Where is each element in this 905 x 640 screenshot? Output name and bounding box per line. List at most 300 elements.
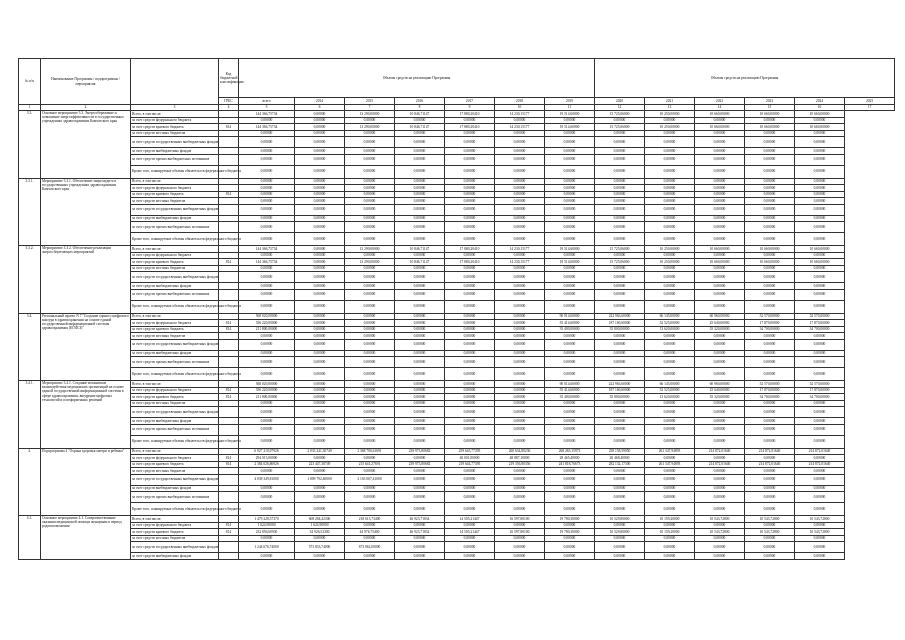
amount-cell: 219 356,80356 — [495, 461, 545, 468]
amount-cell: 0,00000 — [595, 407, 645, 418]
amount-cell: 0,00000 — [645, 333, 695, 340]
amount-cell: 0,00000 — [595, 178, 645, 185]
amount-cell: 0,00000 — [395, 222, 445, 233]
funding-source: за счет средств федерального бюджета — [131, 117, 219, 124]
item-name: Основное мероприятие 4.1. Совершенствование оказания медицинской помощи женщинам в период родовспоможения — [41, 516, 131, 560]
amount-cell: 19 514,60000 — [545, 124, 595, 131]
amount-cell: 0,00000 — [395, 333, 445, 340]
amount-cell: 144 366,75734 — [239, 111, 295, 118]
amount-cell: 218 613,73400 — [345, 516, 395, 523]
amount-cell: 0,00000 — [445, 424, 495, 435]
amount-cell: 52 570,00000 — [795, 381, 845, 388]
table-row — [19, 474, 895, 485]
column-number: 16 — [795, 105, 845, 111]
amount-cell: 0,00000 — [795, 289, 845, 300]
amount-cell: 0,00000 — [745, 485, 795, 492]
item-name: Подпрограмма 4 "Охрана здоровья матери и ребенка" — [41, 448, 131, 516]
amount-cell: 66 145,00000 — [645, 313, 695, 320]
amount-cell: 0,00000 — [345, 233, 395, 246]
funding-source: за счет средств краевого бюджета — [131, 394, 219, 401]
amount-cell: 0,00000 — [745, 553, 795, 560]
amount-cell: 0,00000 — [239, 333, 295, 340]
amount-cell: 0,00000 — [239, 117, 295, 124]
amount-cell: 0,00000 — [745, 435, 795, 448]
amount-cell: 15 725,06000 — [595, 124, 645, 131]
amount-cell: 15 725,06000 — [595, 246, 645, 253]
header-year: 2017 — [445, 98, 495, 105]
amount-cell: 0,00000 — [295, 178, 345, 185]
amount-cell: 16 597,80100 — [495, 529, 545, 536]
amount-cell: 0,00000 — [545, 148, 595, 155]
amount-cell: 0,00000 — [695, 553, 745, 560]
funding-source: за счет средств внебюджетных фондов — [131, 148, 219, 155]
grbs-code: 814 — [219, 259, 239, 266]
amount-cell: 0,00000 — [745, 198, 795, 205]
header-year: 2023 — [745, 98, 795, 105]
header-year: 2019 — [545, 98, 595, 105]
amount-cell: 0,00000 — [695, 178, 745, 185]
amount-cell: 0,00000 — [239, 350, 295, 357]
grbs-code: 814 — [219, 124, 239, 131]
amount-cell: 0,00000 — [695, 485, 745, 492]
amount-cell: 239 973,80682 — [395, 448, 445, 455]
amount-cell: 0,00000 — [395, 191, 445, 198]
amount-cell: 0,00000 — [295, 117, 345, 124]
funding-source: Кроме того, планируемые объемы обязательств федерального бюджета — [131, 368, 219, 381]
amount-cell: 0,00000 — [795, 492, 845, 503]
funding-source: за счет средств внебюджетных фондов — [131, 553, 219, 560]
amount-cell: 0,00000 — [345, 400, 395, 407]
amount-cell: 0,00000 — [495, 424, 545, 435]
amount-cell: 0,00000 — [445, 137, 495, 148]
amount-cell: 0,00000 — [545, 535, 595, 542]
amount-cell: 0,00000 — [595, 154, 645, 165]
amount-cell: 214 872,01640 — [695, 461, 745, 468]
amount-cell: 0,00000 — [745, 204, 795, 215]
amount-cell: 0,00000 — [395, 381, 445, 388]
amount-cell: 1 624,90000 — [295, 522, 345, 529]
grbs-code: 814 — [219, 455, 239, 462]
grbs-code — [219, 339, 239, 350]
amount-cell: 0,00000 — [745, 222, 795, 233]
amount-cell: 0,00000 — [395, 289, 445, 300]
amount-cell: 0,00000 — [645, 535, 695, 542]
funding-source: за счет средств краевого бюджета — [131, 326, 219, 333]
amount-cell: 0,00000 — [745, 165, 795, 178]
item-number: 3.3. — [19, 111, 41, 179]
amount-cell: 0,00000 — [445, 333, 495, 340]
column-number: 1 — [19, 105, 41, 111]
amount-cell: 0,00000 — [495, 191, 545, 198]
amount-cell: 0,00000 — [495, 154, 545, 165]
amount-cell: 222 963,60000 — [595, 313, 645, 320]
amount-cell: 0,00000 — [295, 222, 345, 233]
funding-source: Всего, в том числе: — [131, 178, 219, 185]
table-row — [19, 368, 895, 381]
item-number: 3.3.1. — [19, 178, 41, 246]
amount-cell: 0,00000 — [295, 407, 345, 418]
amount-cell: 19 514,60000 — [545, 259, 595, 266]
amount-cell: 0,00000 — [345, 154, 395, 165]
funding-source: за счет средств местных бюджетов — [131, 535, 219, 542]
amount-cell: 0,00000 — [395, 265, 445, 272]
amount-cell: 0,00000 — [295, 418, 345, 425]
amount-cell: 0,00000 — [445, 289, 495, 300]
amount-cell: 0,00000 — [345, 381, 395, 388]
amount-cell: 0,00000 — [645, 522, 695, 529]
amount-cell: 0,00000 — [695, 474, 745, 485]
amount-cell: 0,00000 — [495, 148, 545, 155]
item-number: 3.4.1. — [19, 381, 41, 449]
amount-cell: 0,00000 — [445, 418, 495, 425]
amount-cell: 34 700,00000 — [745, 394, 795, 401]
amount-cell: 0,00000 — [645, 130, 695, 137]
amount-cell: 0,00000 — [745, 407, 795, 418]
amount-cell: 0,00000 — [695, 265, 745, 272]
amount-cell: 0,00000 — [445, 154, 495, 165]
table-row — [19, 424, 895, 435]
amount-cell: 0,00000 — [595, 535, 645, 542]
amount-cell: 0,00000 — [545, 339, 595, 350]
amount-cell: 0,00000 — [495, 357, 545, 368]
amount-cell: 66 145,00000 — [645, 381, 695, 388]
funding-source: за счет средств прочих внебюджетных источников — [131, 289, 219, 300]
amount-cell: 10 529,80000 — [595, 529, 645, 536]
amount-cell: 0,00000 — [239, 233, 295, 246]
amount-cell: 10 543,72800 — [795, 516, 845, 523]
amount-cell: 0,00000 — [395, 400, 445, 407]
amount-cell: 0,00000 — [645, 283, 695, 290]
amount-cell: 0,00000 — [345, 185, 395, 192]
amount-cell: 0,00000 — [745, 542, 795, 553]
funding-source: за счет средств краевого бюджета — [131, 529, 219, 536]
amount-cell: 0,00000 — [645, 165, 695, 178]
amount-cell: 0,00000 — [445, 350, 495, 357]
amount-cell: 0,00000 — [345, 368, 395, 381]
item-name: Мероприятие 3.4.1. Создание механизмов взаимодействия медицинских организаций на основе единой государственной информационной системы в сфере здравоохранения, внедрение цифровых технологий и платформенных решений — [41, 381, 131, 449]
amount-cell: 52 525,00000 — [645, 320, 695, 327]
amount-cell: 0,00000 — [795, 503, 845, 516]
amount-cell: 0,00000 — [695, 215, 745, 222]
amount-cell: 0,00000 — [495, 252, 545, 259]
amount-cell: 10 660,00000 — [695, 124, 745, 131]
amount-cell: 17 880,20410 — [445, 259, 495, 266]
amount-cell: 0,00000 — [545, 522, 595, 529]
amount-cell: 60 960,00000 — [695, 381, 745, 388]
amount-cell: 0,00000 — [295, 252, 345, 259]
amount-cell: 0,00000 — [445, 435, 495, 448]
amount-cell: 10 660,00000 — [745, 246, 795, 253]
amount-cell: 0,00000 — [645, 339, 695, 350]
amount-cell: 17 880,20410 — [445, 246, 495, 253]
amount-cell: 0,00000 — [595, 492, 645, 503]
amount-cell: 0,00000 — [395, 468, 445, 475]
amount-cell: 219 644,77395 — [445, 461, 495, 468]
amount-cell: 52 570,00000 — [795, 313, 845, 320]
funding-source: за счет средств федерального бюджета — [131, 320, 219, 327]
amount-cell: 0,00000 — [795, 400, 845, 407]
grbs-code: 814 — [219, 394, 239, 401]
column-number: 7 — [345, 105, 395, 111]
amount-cell: 0,00000 — [545, 492, 595, 503]
amount-cell: 214 872,01640 — [745, 448, 795, 455]
funding-source: за счет средств федерального бюджета — [131, 455, 219, 462]
funding-source: за счет средств прочих внебюджетных источников — [131, 154, 219, 165]
amount-cell: 55 414,60000 — [545, 387, 595, 394]
amount-cell: 0,00000 — [239, 204, 295, 215]
amount-cell: 0,00000 — [795, 154, 845, 165]
amount-cell: 0,00000 — [295, 400, 345, 407]
amount-cell: 28 465,40000 — [545, 455, 595, 462]
amount-cell: 0,00000 — [445, 535, 495, 542]
amount-cell: 4 038 349,81000 — [239, 474, 295, 485]
grbs-code — [219, 553, 239, 560]
header-volume-left: Объемы средств на реализацию Программы — [239, 59, 595, 98]
amount-cell: 0,00000 — [345, 339, 395, 350]
amount-cell: 48 887,10000 — [495, 455, 545, 462]
amount-cell: 0,00000 — [595, 191, 645, 198]
amount-cell: 19 514,60000 — [545, 111, 595, 118]
amount-cell: 0,00000 — [595, 185, 645, 192]
amount-cell: 0,00000 — [595, 137, 645, 148]
amount-cell: 0,00000 — [395, 407, 445, 418]
amount-cell: 144 366,75734 — [239, 259, 295, 266]
amount-cell: 0,00000 — [495, 130, 545, 137]
amount-cell: 19 514,60000 — [545, 246, 595, 253]
amount-cell: 0,00000 — [345, 387, 395, 394]
amount-cell: 0,00000 — [795, 148, 845, 155]
amount-cell: 0,00000 — [745, 233, 795, 246]
amount-cell: 0,00000 — [445, 222, 495, 233]
amount-cell: 0,00000 — [595, 165, 645, 178]
funding-source: Всего, в том числе: — [131, 313, 219, 320]
amount-cell: 0,00000 — [239, 424, 295, 435]
amount-cell: 0,00000 — [545, 154, 595, 165]
amount-cell: 0,00000 — [745, 289, 795, 300]
amount-cell: 0,00000 — [445, 492, 495, 503]
amount-cell: 0,00000 — [545, 272, 595, 283]
grbs-code: 814 — [219, 191, 239, 198]
amount-cell: 0,00000 — [395, 178, 445, 185]
amount-cell: 15 725,06000 — [595, 259, 645, 266]
amount-cell: 0,00000 — [345, 535, 395, 542]
amount-cell: 0,00000 — [695, 185, 745, 192]
grbs-code: 814 — [219, 529, 239, 536]
amount-cell: 0,00000 — [745, 368, 795, 381]
amount-cell: 10 543,72800 — [695, 529, 745, 536]
amount-cell: 0,00000 — [345, 117, 395, 124]
item-name: Мероприятие 3.3.2. Обеспечение реализации энергосберегающих мероприятий — [41, 246, 131, 314]
amount-cell: 0,00000 — [595, 350, 645, 357]
amount-cell: 568 020,00000 — [239, 381, 295, 388]
grbs-code: 814 — [219, 522, 239, 529]
amount-cell: 17 870,00000 — [795, 387, 845, 394]
amount-cell: 17 870,00000 — [745, 387, 795, 394]
amount-cell: 25 640,00000 — [695, 320, 745, 327]
amount-cell: 13 290,00000 — [345, 111, 395, 118]
amount-cell: 0,00000 — [545, 542, 595, 553]
amount-cell: 0,00000 — [545, 130, 595, 137]
amount-cell: 0,00000 — [545, 300, 595, 313]
amount-cell: 0,00000 — [545, 553, 595, 560]
amount-cell: 34 926,52300 — [295, 529, 345, 536]
header-total: всего — [239, 98, 295, 105]
item-number: 3.4. — [19, 313, 41, 381]
amount-cell: 0,00000 — [495, 178, 545, 185]
amount-cell: 568 020,00000 — [239, 313, 295, 320]
funding-source: за счет средств прочих внебюджетных источников — [131, 492, 219, 503]
amount-cell: 0,00000 — [395, 313, 445, 320]
amount-cell: 0,00000 — [295, 300, 345, 313]
amount-cell: 0,00000 — [545, 407, 595, 418]
amount-cell: 0,00000 — [795, 418, 845, 425]
amount-cell: 0,00000 — [695, 289, 745, 300]
funding-source: Кроме того, планируемые объемы обязательств федерального бюджета — [131, 435, 219, 448]
amount-cell: 13 290,00000 — [345, 259, 395, 266]
amount-cell: 0,00000 — [645, 455, 695, 462]
amount-cell: 0,00000 — [345, 326, 395, 333]
amount-cell: 0,00000 — [795, 535, 845, 542]
funding-source: Кроме того, планируемые объемы обязательств федерального бюджета — [131, 165, 219, 178]
amount-cell: 0,00000 — [445, 394, 495, 401]
amount-cell: 35 400,00000 — [545, 326, 595, 333]
amount-cell: 0,00000 — [295, 272, 345, 283]
amount-cell: 0,00000 — [445, 233, 495, 246]
amount-cell: 0,00000 — [495, 165, 545, 178]
funding-source: Кроме того, планируемые объемы обязательств федерального бюджета — [131, 233, 219, 246]
amount-cell: 0,00000 — [645, 222, 695, 233]
amount-cell: 0,00000 — [695, 137, 745, 148]
amount-cell: 0,00000 — [695, 492, 745, 503]
amount-cell: 0,00000 — [495, 435, 545, 448]
amount-cell: 0,00000 — [395, 204, 445, 215]
amount-cell: 294 015,00000 — [239, 455, 295, 462]
amount-cell: 0,00000 — [395, 535, 445, 542]
amount-cell: 0,00000 — [745, 333, 795, 340]
amount-cell: 0,00000 — [545, 252, 595, 259]
amount-cell: 0,00000 — [695, 535, 745, 542]
amount-cell: 0,00000 — [295, 165, 345, 178]
amount-cell: 0,00000 — [545, 424, 595, 435]
amount-cell: 0,00000 — [395, 300, 445, 313]
funding-source: за счет средств государственных внебюджетных фондов — [131, 542, 219, 553]
amount-cell: 0,00000 — [745, 137, 795, 148]
amount-cell: 356 220,00000 — [239, 320, 295, 327]
item-number: 3.3.2. — [19, 246, 41, 314]
amount-cell: 0,00000 — [545, 485, 595, 492]
amount-cell: 187 160,60000 — [595, 387, 645, 394]
amount-cell: 0,00000 — [795, 283, 845, 290]
funding-source: за счет средств местных бюджетов — [131, 400, 219, 407]
amount-cell: 10 660,00000 — [795, 124, 845, 131]
amount-cell: 0,00000 — [745, 455, 795, 462]
amount-cell: 0,00000 — [745, 300, 795, 313]
amount-cell: 0,00000 — [395, 137, 445, 148]
amount-cell: 0,00000 — [345, 215, 395, 222]
amount-cell: 223 447,30749 — [295, 461, 345, 468]
amount-cell: 0,00000 — [345, 272, 395, 283]
amount-cell: 0,00000 — [695, 455, 745, 462]
amount-cell: 0,00000 — [795, 204, 845, 215]
funding-source: за счет средств прочих внебюджетных источников — [131, 222, 219, 233]
item-name: Региональный проект N 7 "Создание единого цифрового контура в здравоохранении на основе единой государственной информационной системы здравоохранения (ЕГИСЗ)" — [41, 313, 131, 381]
amount-cell: 0,00000 — [239, 215, 295, 222]
amount-cell: 0,00000 — [745, 252, 795, 259]
amount-cell: 0,00000 — [795, 357, 845, 368]
amount-cell: 35 320,00000 — [695, 394, 745, 401]
amount-cell: 0,00000 — [695, 424, 745, 435]
amount-cell: 13 620,00000 — [645, 394, 695, 401]
amount-cell: 144 366,75734 — [239, 124, 295, 131]
amount-cell: 0,00000 — [295, 320, 345, 327]
grbs-code — [219, 492, 239, 503]
amount-cell: 0,00000 — [595, 148, 645, 155]
amount-cell: 0,00000 — [295, 313, 345, 320]
amount-cell: 0,00000 — [745, 400, 795, 407]
amount-cell: 0,00000 — [795, 368, 845, 381]
table-row — [19, 137, 895, 148]
amount-cell: 0,00000 — [395, 350, 445, 357]
amount-cell: 0,00000 — [239, 368, 295, 381]
amount-cell: 0,00000 — [295, 535, 345, 542]
funding-source: за счет средств внебюджетных фондов — [131, 283, 219, 290]
amount-cell: 2 163 067,41000 — [345, 474, 395, 485]
amount-cell: 0,00000 — [445, 339, 495, 350]
amount-cell: 0,00000 — [495, 283, 545, 290]
funding-source: Всего, в том числе: — [131, 381, 219, 388]
amount-cell: 0,00000 — [695, 503, 745, 516]
amount-cell: 0,00000 — [295, 148, 345, 155]
amount-cell: 0,00000 — [745, 492, 795, 503]
amount-cell: 0,00000 — [695, 148, 745, 155]
table-row — [19, 300, 895, 313]
amount-cell: 0,00000 — [495, 474, 545, 485]
amount-cell: 0,00000 — [795, 137, 845, 148]
funding-source: за счет средств краевого бюджета — [131, 259, 219, 266]
amount-cell: 0,00000 — [595, 368, 645, 381]
amount-cell: 0,00000 — [395, 394, 445, 401]
amount-cell: 0,00000 — [595, 252, 645, 259]
amount-cell: 0,00000 — [495, 503, 545, 516]
funding-source: за счет средств местных бюджетов — [131, 468, 219, 475]
header-grbs: ГРБС — [219, 98, 239, 105]
amount-cell: 0,00000 — [495, 198, 545, 205]
funding-source: за счет средств внебюджетных фондов — [131, 350, 219, 357]
amount-cell: 0,00000 — [345, 191, 395, 198]
amount-cell: 10 159,20000 — [645, 516, 695, 523]
amount-cell: 34 700,00000 — [795, 326, 845, 333]
amount-cell: 0,00000 — [445, 326, 495, 333]
amount-cell: 0,00000 — [295, 137, 345, 148]
amount-cell: 0,00000 — [595, 435, 645, 448]
amount-cell: 0,00000 — [295, 455, 345, 462]
amount-cell: 0,00000 — [695, 418, 745, 425]
amount-cell: 0,00000 — [645, 198, 695, 205]
amount-cell: 0,00000 — [645, 233, 695, 246]
column-number: 11 — [545, 105, 595, 111]
amount-cell: 0,00000 — [495, 333, 545, 340]
amount-cell: 0,00000 — [645, 289, 695, 300]
amount-cell: 17 870,00000 — [795, 320, 845, 327]
amount-cell: 0,00000 — [795, 333, 845, 340]
amount-cell: 0,00000 — [695, 154, 745, 165]
amount-cell: 0,00000 — [495, 300, 545, 313]
grbs-code — [219, 542, 239, 553]
amount-cell: 0,00000 — [295, 394, 345, 401]
amount-cell: 0,00000 — [495, 313, 545, 320]
amount-cell: 52 570,00000 — [745, 313, 795, 320]
amount-cell: 0,00000 — [545, 435, 595, 448]
